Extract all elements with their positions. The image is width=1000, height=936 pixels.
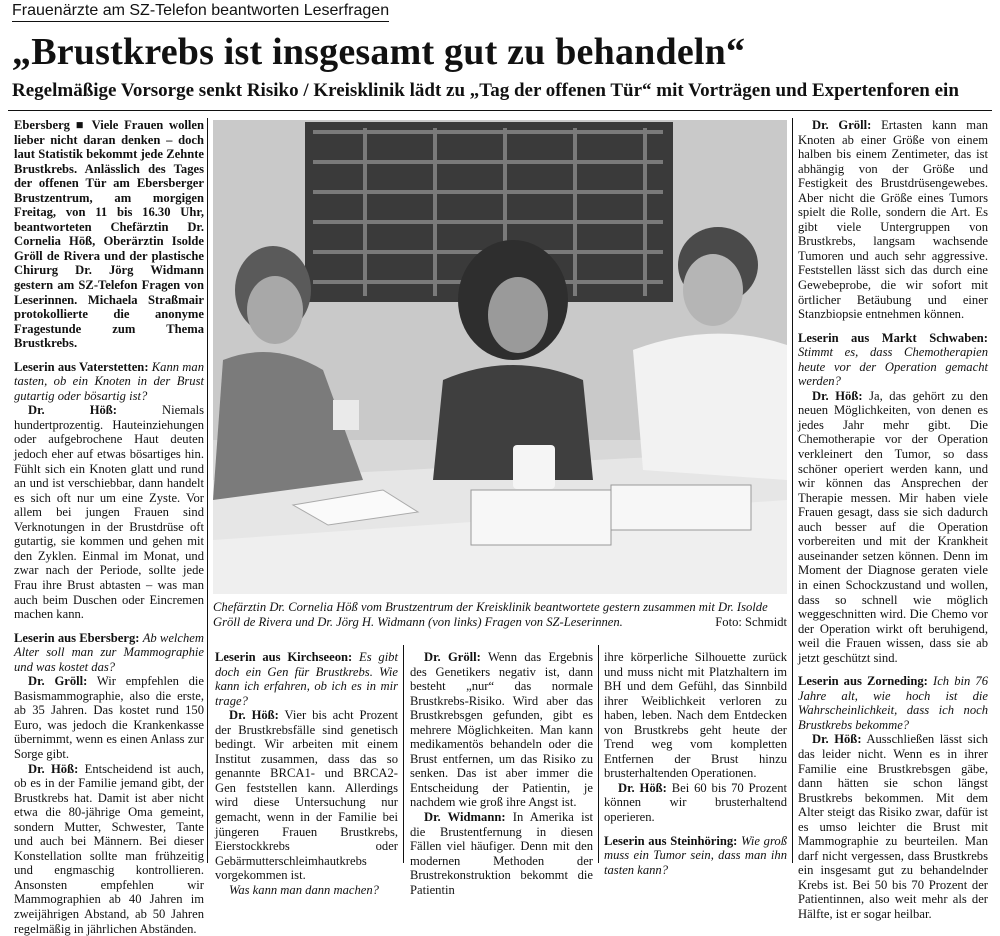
speaker-label: Dr. Höß: bbox=[28, 761, 79, 776]
answer-text: Ertasten kann man Knoten ab einer Größe von einem halben bis einem Zentimeter, das ist abhängig von der Größe und Festigkeit des Brustdrüsengewebes. Aber nicht die Größe eines Tumors spielt die Rolle, sondern die Art. Es gibt viele Untergruppen von Brustkrebs, langsam wachsende Tumoren und auch sehr aggressive. Feststellen lässt sich das durch eine Gewebeprobe, die wir sofort mit örtlicher Betäubung und einer Stanzbiopsie entnehmen können. bbox=[798, 118, 988, 322]
speaker-label: Dr. Höß: bbox=[812, 732, 862, 747]
answer-text: Niemals hundertprozentig. Hauteinziehungen oder aufgebrochene Haut deuten jedoch eher auf etwas bösartiges hin. Fühlt sich ein Knoten glatt und rund an und ist verschiebbar, dann handelt es sich oft nur um eine Zyste. Vor allem bei jungen Frauen sind Verknotungen in der Brustdrüse oft gutartig, sie kommen und gehen mit den Zyklen. Einmal im Monat, und zwar nach der Periode, sollte jede Frau ihre Brust abtasten – was man auch beim Duschen oder Eincremen machen kann. bbox=[14, 403, 204, 622]
column-5 bbox=[798, 118, 988, 921]
header-rule bbox=[8, 110, 992, 111]
question-label: Leserin aus Steinhöring: bbox=[604, 833, 738, 848]
speaker-label: Dr. Höß: bbox=[618, 780, 667, 795]
question-text: Kann man tasten, ob ein Knoten in der Brust gutartig oder bösartig ist? bbox=[14, 359, 204, 403]
photo-illustration bbox=[213, 120, 787, 594]
answer-text: Wenn das Ergebnis des Genetikers negativ ist, dann besteht „nur“ das normale Brustkrebs-Risiko. Wird aber das Brustkrebsgen gefunden, gibt es mehrere Möglichkeiten. Man kann medikamentös behandeln oder die Brust entfernen, um das Risiko zu senken. Das ist aber immer die Entscheidung der Patientin, je nachdem wie groß ihre Angst ist. bbox=[410, 650, 593, 810]
column-1 bbox=[14, 118, 205, 936]
question-text: Wie groß muss ein Tumor sein, dass man ihn tasten kann? bbox=[604, 833, 788, 877]
question-text: Es gibt doch ein Gen für Brustkrebs. Wie kann ich erfahren, ob ich es in mir trage? bbox=[215, 650, 398, 708]
answer-text: Ausschließen lässt sich das leider nicht. Wenn es in ihrer Familie eine Brustkrebsgen gäbe, dann hätten sie schon längst Brustkrebs bekommen. Mit dem Alter steigt das Risiko zwar, dafür ist es umso leichter die Brust mit Mammographie zu beurteilen. Man darf nicht vergessen, dass Brustkrebs ein insgesamt gut zu behandelnder Krebs ist. Bei 50 bis 70 Prozent der Patientinnen, also weit mehr als der Hälfte, ist er sogar heilbar. bbox=[798, 732, 988, 921]
column-2 bbox=[215, 650, 398, 897]
intro-location: Ebersberg bbox=[14, 118, 70, 132]
answer-text: Bei 60 bis 70 Prozent können wir brusterhaltend operieren. bbox=[604, 780, 788, 825]
question-label: Leserin aus Markt Schwaben: bbox=[798, 330, 988, 345]
answer-text: Vier bis acht Prozent der Brustkrebsfälle sind genetisch bedingt. Wir arbeiten mit einem Institut zusammen, dass das so genannte BRCA1- und BRCA2-Gen feststellen kann. Allerdings wird diese Untersuchung nur gemacht, wenn in der Familie bei jüngeren Frauen Brustkrebs, Eierstockkrebs oder Gebärmutterschleimhautkrebs vorgekommen ist. bbox=[215, 708, 398, 883]
speaker-label: Dr. Gröll: bbox=[424, 650, 481, 664]
photo-caption bbox=[213, 600, 787, 630]
column-divider bbox=[207, 118, 208, 863]
question-label: Leserin aus Kirchseeon: bbox=[215, 650, 353, 664]
answer-text: Wir empfehlen die Basismammographie, also die erste, ab 35 Jahren. Das kostet rund 150 Euro, was jedoch die Krankenkasse übernimmt, wenn es einen Anlass zur Sorge gibt. bbox=[14, 674, 205, 761]
column-divider bbox=[403, 645, 404, 863]
question-label: Leserin aus Zorneding: bbox=[798, 674, 928, 689]
question-text: Ab welchem Alter soll man zur Mammographie und was kostet das? bbox=[14, 630, 204, 674]
speaker-label: Dr. Gröll: bbox=[812, 118, 872, 132]
answer-text: In Amerika ist die Brustentfernung in diesen Fällen viel häufiger. Denn mit den modernen Methoden der Brustrekonstruktion bekommt die Patientin bbox=[410, 810, 593, 897]
speaker-label: Dr. Höß: bbox=[812, 388, 863, 403]
kicker: Frauenärzte am SZ-Telefon beantworten Leserfragen bbox=[12, 2, 389, 22]
intro-text: Viele Frauen wollen lieber nicht daran denken – doch laut Statistik bekommt jede Zehnte Brustkrebs. Anlässlich des Tages der offenen Tür am Ebersberger Brustzentrum, am morgigen Freitag, von 11 bis 16.30 Uhr, beantworteten Chefärztin Dr. Cornelia Höß, Oberärztin Isolde Gröll de Rivera und der plastische Chirurg Dr. Jörg Widmann gestern am SZ-Telefon Fragen von Leserinnen. Michaela Straßmair protokollierte die anonyme Fragestunde zum Thema Brustkrebs. bbox=[14, 118, 204, 351]
question-text: Stimmt es, dass Chemotherapien heute vor der Operation gemacht werden? bbox=[798, 345, 988, 389]
column-divider bbox=[792, 118, 793, 863]
caption-text: Chefärztin Dr. Cornelia Höß vom Brustzentrum der Kreisklinik beantwortete gestern zusammen mit Dr. Isolde Gröll de Rivera und Dr. Jörg H. Widmann (von links) Fragen von SZ-Leserinnen. bbox=[213, 600, 768, 629]
speaker-label: Dr. Gröll: bbox=[28, 674, 88, 689]
question-label: Leserin aus Ebersberg: bbox=[14, 630, 140, 645]
column-3 bbox=[410, 650, 593, 897]
column-divider bbox=[598, 645, 599, 863]
press-photo bbox=[213, 120, 787, 594]
photo-credit: Foto: Schmidt bbox=[715, 615, 787, 629]
intro-square: ■ bbox=[75, 118, 86, 132]
column-4 bbox=[604, 650, 788, 877]
question-text: Ich bin 76 Jahre alt, wie hoch ist die Wahrscheinlichkeit, dass ich noch Brustkrebs bekomme? bbox=[798, 674, 988, 732]
speaker-label: Dr. Höß: bbox=[229, 708, 279, 723]
answer-text: Ja, das gehört zu den neuen Möglichkeiten, von denen es jedes Jahr mehr gibt. Die Chemotherapie vor der Operation verkleinert den Tumor, so dass schöner operiert werden kann, und wir können das Ansprechen der Therapie messen. Mir haben viele Frauen gesagt, dass sie sich dadurch auch besser auf die Operation vorbereiten und mit der Krankheit auseinander setzen können. Denn im Moment der Diagnose geraten viele in einen Schockzustand und wollen, dass so schnell wie möglich weggeschnitten wird. Die Chemo vor der Operation wirkt oft beruhigend, weil die Frauen wissen, dass sie ab jetzt geschützt sind. bbox=[798, 388, 988, 665]
speaker-label: Dr. Höß: bbox=[28, 403, 117, 418]
answer-text: ihre körperliche Silhouette zurück und muss nicht mit Platzhaltern im BH und dem Gefühl, das Sinnbild ihrer Weiblichkeit verloren zu haben, leben. Nach dem Entdecken von Brustkrebs geht heute der Trend weg vom kompletten Entfernen der Brust hinzu brusterhaltenden Operationen. bbox=[604, 650, 787, 781]
headline: „Brustkrebs ist insgesamt gut zu behandeln“ bbox=[12, 31, 746, 73]
followup-question: Was kann man dann machen? bbox=[229, 882, 379, 897]
answer-text: Entscheidend ist auch, ob es in der Familie jemand gibt, der Brustkrebs hat. Damit ist aber nicht etwa die 80-jährige Oma gemeint, sondern Mutter, Schwester, Tante und auch bei Männern. Bei dieser Konstellation sollte man frühzeitig und engmaschig kontrollieren. Ansonsten empfehlen wir Mammographien ab 40 Jahren im zweijährigen Abstand, ab 50 Jahren regelmäßig in jährlichen Abständen. bbox=[14, 761, 204, 936]
subheadline: Regelmäßige Vorsorge senkt Risiko / Kreisklinik lädt zu „Tag der offenen Tür“ mit Vorträgen und Expertenforen ein bbox=[12, 80, 959, 101]
speaker-label: Dr. Widmann: bbox=[424, 810, 506, 825]
question-label: Leserin aus Vaterstetten: bbox=[14, 359, 149, 374]
